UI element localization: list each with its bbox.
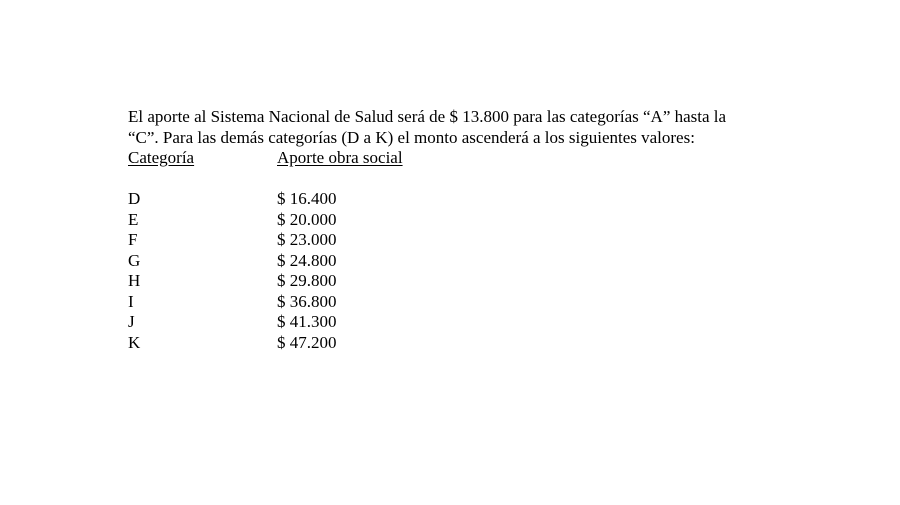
table-row bbox=[128, 312, 828, 333]
table-row bbox=[128, 271, 828, 292]
category-cell: F bbox=[128, 230, 138, 249]
intro-line-1: El aporte al Sistema Nacional de Salud será de $ 13.800 para las categorías “A” hasta la bbox=[128, 107, 727, 126]
category-cell: I bbox=[128, 291, 134, 311]
document-body bbox=[128, 107, 828, 353]
amount-cell: $ 20.000 bbox=[277, 209, 337, 229]
category-column-header: Categoría bbox=[128, 148, 195, 167]
table-row bbox=[128, 210, 828, 231]
contribution-table bbox=[128, 189, 828, 353]
amount-cell: $ 47.200 bbox=[277, 332, 337, 352]
intro-line-2: “C”. Para las demás categorías (D a K) el monto ascenderá a los siguientes valores: bbox=[128, 127, 695, 147]
table-row bbox=[128, 189, 828, 210]
table-row bbox=[128, 230, 828, 251]
table-row bbox=[128, 333, 828, 354]
category-cell: K bbox=[128, 332, 141, 352]
amount-cell: $ 41.300 bbox=[277, 312, 337, 331]
table-row bbox=[128, 251, 828, 272]
category-cell: J bbox=[128, 312, 135, 331]
intro-paragraph bbox=[128, 107, 828, 148]
category-cell: E bbox=[128, 209, 139, 229]
category-cell: H bbox=[128, 271, 141, 290]
category-cell: D bbox=[128, 189, 141, 208]
table-row bbox=[128, 292, 828, 313]
table-header bbox=[128, 148, 828, 169]
spacer bbox=[128, 169, 828, 190]
amount-cell: $ 24.800 bbox=[277, 250, 337, 270]
category-cell: G bbox=[128, 250, 141, 270]
amount-column-header: Aporte obra social bbox=[277, 148, 403, 167]
amount-cell: $ 36.800 bbox=[277, 291, 337, 311]
amount-cell: $ 16.400 bbox=[277, 189, 337, 208]
amount-cell: $ 29.800 bbox=[277, 271, 337, 290]
amount-cell: $ 23.000 bbox=[277, 230, 337, 249]
